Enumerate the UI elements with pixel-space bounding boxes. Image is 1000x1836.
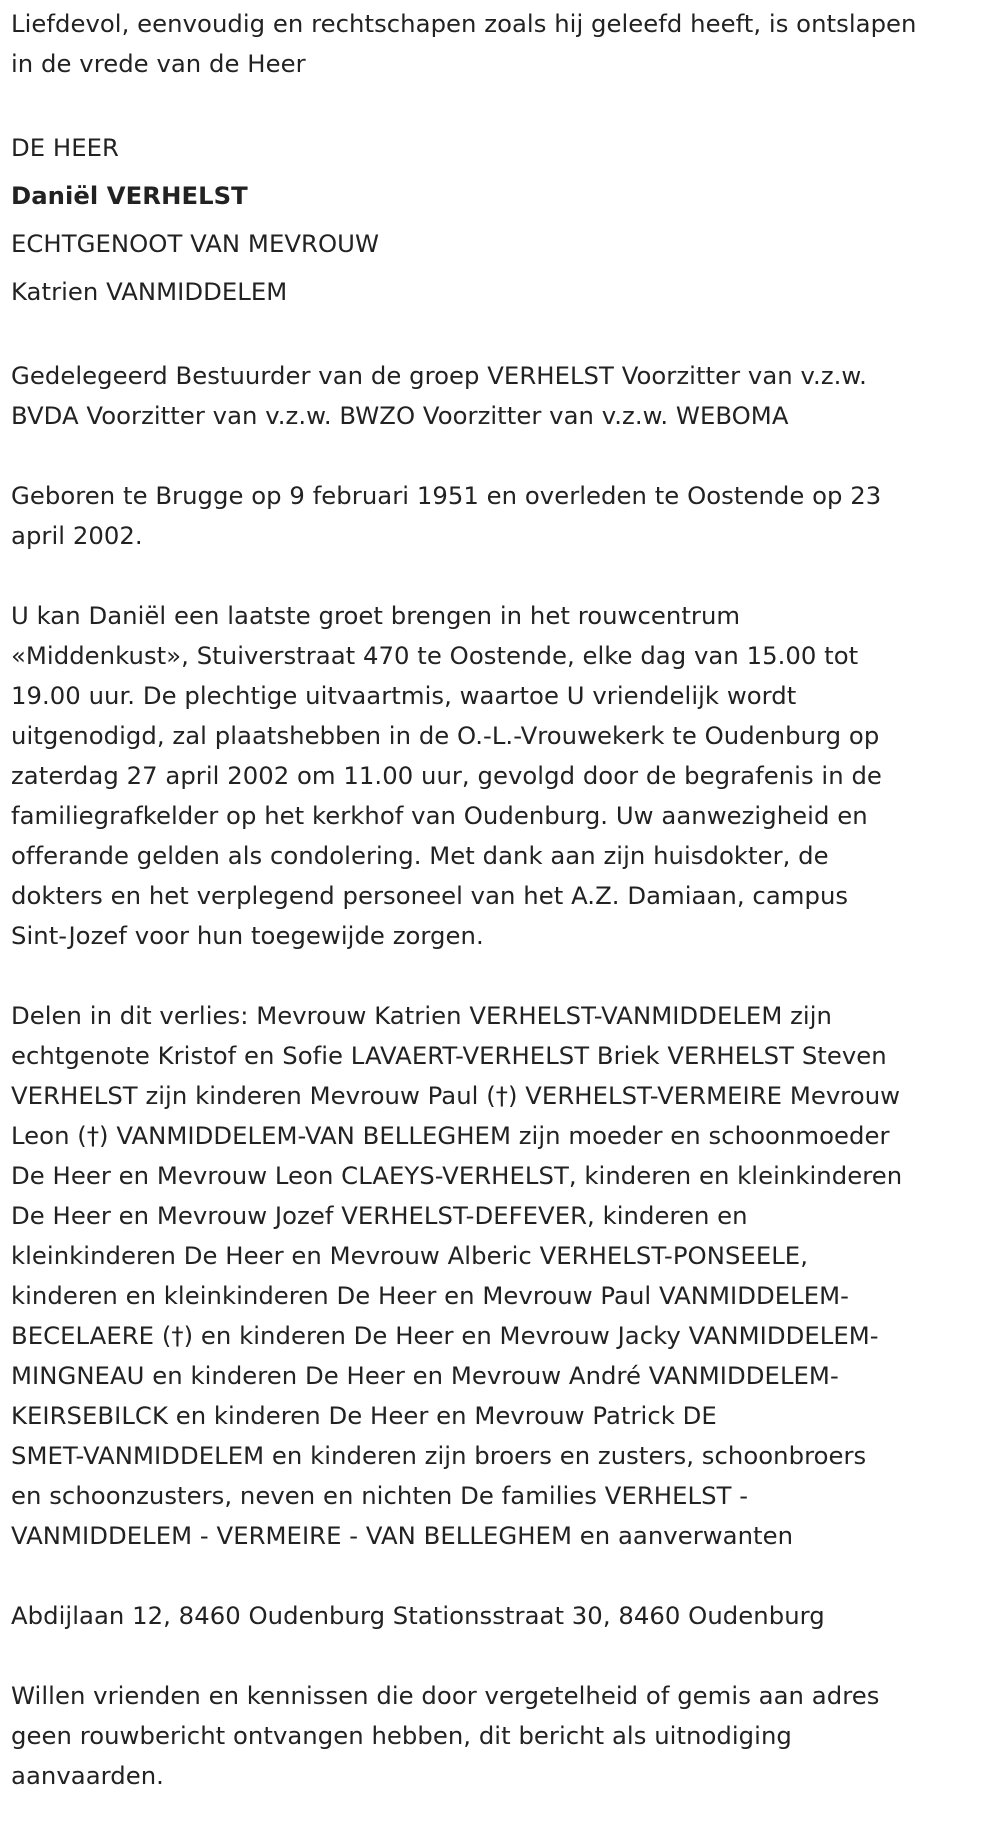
- ceremony-line: offerande gelden als condolering. Met dank aan zijn huisdokter, de: [11, 841, 829, 870]
- spouse-name: Katrien VANMIDDELEM: [11, 277, 288, 306]
- closing-line: Willen vrienden en kennissen die door vergetelheid of gemis aan adres: [11, 1681, 880, 1710]
- ceremony-line: Sint-Jozef voor hun toegewijde zorgen.: [11, 921, 484, 950]
- family-line: De Heer en Mevrouw Jozef VERHELST-DEFEVER, kinderen en: [11, 1201, 748, 1230]
- family-line: kinderen en kleinkinderen De Heer en Mevrouw Paul VANMIDDELEM-: [11, 1281, 849, 1310]
- functions-line: Gedelegeerd Bestuurder van de groep VERHELST Voorzitter van v.z.w.: [11, 361, 867, 390]
- family-line: VANMIDDELEM - VERMEIRE - VAN BELLEGHEM en aanverwanten: [11, 1521, 794, 1550]
- family-line: De Heer en Mevrouw Leon CLAEYS-VERHELST, kinderen en kleinkinderen: [11, 1161, 903, 1190]
- obituary-notice: [11, 4, 996, 1836]
- family-line: kleinkinderen De Heer en Mevrouw Alberic VERHELST-PONSEELE,: [11, 1241, 808, 1270]
- ceremony-line: zaterdag 27 april 2002 om 11.00 uur, gevolgd door de begrafenis in de: [11, 761, 882, 790]
- family-line: KEIRSEBILCK en kinderen De Heer en Mevrouw Patrick DE: [11, 1401, 717, 1430]
- intro-paragraph: [11, 4, 996, 84]
- ceremony-line: familiegrafkelder op het kerkhof van Oudenburg. Uw aanwezigheid en: [11, 801, 868, 830]
- intro-line: in de vrede van de Heer: [11, 49, 306, 78]
- deceased-name: Daniël VERHELST: [11, 181, 248, 210]
- family-line: BECELAERE (†) en kinderen De Heer en Mevrouw Jacky VANMIDDELEM-: [11, 1321, 879, 1350]
- functions-line: BVDA Voorzitter van v.z.w. BWZO Voorzitter van v.z.w. WEBOMA: [11, 401, 789, 430]
- birth-death-line: april 2002.: [11, 521, 143, 550]
- family-paragraph: [11, 996, 996, 1556]
- family-line: SMET-VANMIDDELEM en kinderen zijn broers en zusters, schoonbroers: [11, 1441, 867, 1470]
- family-line: Leon (†) VANMIDDELEM-VAN BELLEGHEM zijn moeder en schoonmoeder: [11, 1121, 890, 1150]
- family-line: echtgenote Kristof en Sofie LAVAERT-VERHELST Briek VERHELST Steven: [11, 1041, 887, 1070]
- closing-line: geen rouwbericht ontvangen hebben, dit bericht als uitnodiging: [11, 1721, 792, 1750]
- addresses-line: Abdijlaan 12, 8460 Oudenburg Stationsstraat 30, 8460 Oudenburg: [11, 1601, 825, 1630]
- ceremony-line: 19.00 uur. De plechtige uitvaartmis, waartoe U vriendelijk wordt: [11, 681, 797, 710]
- closing-line: aanvaarden.: [11, 1761, 164, 1790]
- intro-line: Liefdevol, eenvoudig en rechtschapen zoals hij geleefd heeft, is ontslapen: [11, 9, 917, 38]
- family-line: Delen in dit verlies: Mevrouw Katrien VERHELST-VANMIDDELEM zijn: [11, 1001, 832, 1030]
- birth-death-line: Geboren te Brugge op 9 februari 1951 en overleden te Oostende op 23: [11, 481, 882, 510]
- family-line: VERHELST zijn kinderen Mevrouw Paul (†) VERHELST-VERMEIRE Mevrouw: [11, 1081, 901, 1110]
- ceremony-line: uitgenodigd, zal plaatshebben in de O.-L.-Vrouwekerk te Oudenburg op: [11, 721, 880, 750]
- ceremony-line: dokters en het verplegend personeel van het A.Z. Damiaan, campus: [11, 881, 849, 910]
- ceremony-line: U kan Daniël een laatste groet brengen in het rouwcentrum: [11, 601, 741, 630]
- ceremony-line: «Middenkust», Stuiverstraat 470 te Oostende, elke dag van 15.00 tot: [11, 641, 859, 670]
- family-line: en schoonzusters, neven en nichten De families VERHELST -: [11, 1481, 749, 1510]
- closing-paragraph: [11, 1676, 996, 1796]
- functions-paragraph: [11, 356, 996, 436]
- title-prefix: DE HEER: [11, 133, 119, 162]
- deceased-block: [11, 124, 996, 316]
- addresses-paragraph: [11, 1596, 996, 1636]
- birth-death-paragraph: [11, 476, 996, 556]
- family-line: MINGNEAU en kinderen De Heer en Mevrouw André VANMIDDELEM-: [11, 1361, 839, 1390]
- ceremony-paragraph: [11, 596, 996, 956]
- spouse-prefix: ECHTGENOOT VAN MEVROUW: [11, 229, 380, 258]
